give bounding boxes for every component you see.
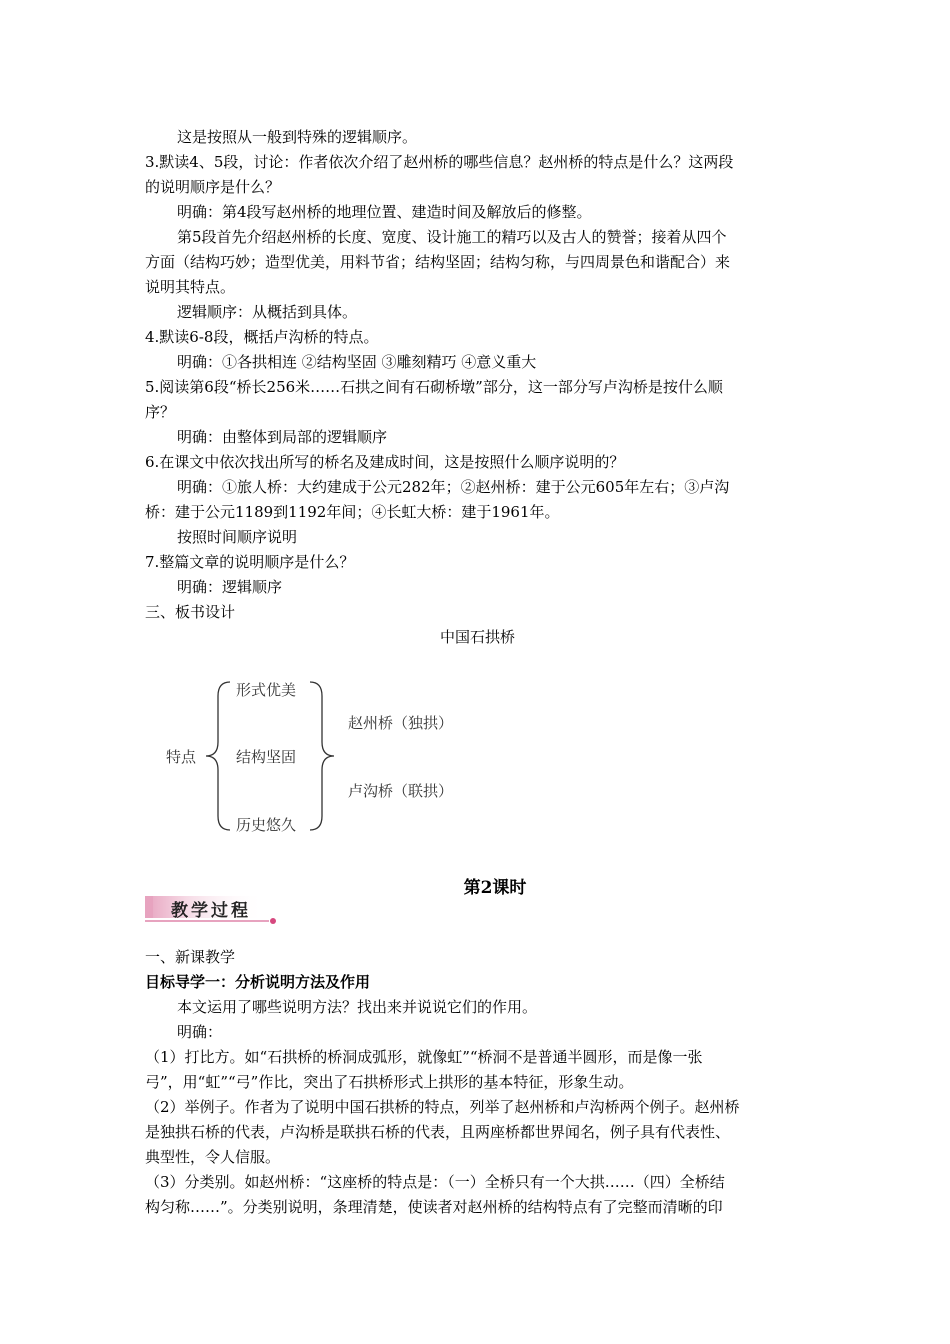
paragraph-line: 弓”，用“虹”“弓”作比，突出了石拱桥形式上拱形的基本特征，形象生动。 (145, 1073, 634, 1091)
answer-line: 明确：第4段写赵州桥的地理位置、建造时间及解放后的修整。 (177, 203, 592, 221)
paragraph-line: 序？ (145, 403, 176, 421)
bridge-item: 赵州桥（独拱） (348, 714, 454, 732)
answer-line: 明确：①各拱相连 ②结构坚固 ③雕刻精巧 ④意义重大 (177, 353, 537, 371)
question-line: 5.阅读第6段“桥长256米……石拱之间有石砌桥墩”部分，这一部分写卢沟桥是按什么顺 (145, 378, 723, 396)
brace-lines (160, 670, 480, 840)
paragraph-line: 第5段首先介绍赵州桥的长度、宽度、设计施工的精巧以及古人的赞誉；接着从四个 (177, 228, 727, 246)
paragraph-line: 构匀称……”。分类别说明，条理清楚，使读者对赵州桥的结构特点有了完整而清晰的印 (145, 1198, 723, 1216)
paragraph-line: 逻辑顺序：从概括到具体。 (177, 303, 358, 321)
left-brace (206, 682, 230, 830)
paragraph-line: 方面（结构巧妙；造型优美，用料节省；结构坚固；结构匀称，与四周景色和谐配合）来 (145, 253, 731, 271)
goal-heading: 目标导学一：分析说明方法及作用 (145, 973, 371, 991)
question-line: 本文运用了哪些说明方法？找出来并说说它们的作用。 (177, 998, 538, 1016)
paragraph-line: 按照时间顺序说明 (177, 528, 298, 546)
paragraph-line: 典型性，令人信服。 (145, 1148, 281, 1166)
board-title: 中国石拱桥 (439, 628, 515, 646)
paragraph-line: 这是按照从一般到特殊的逻辑顺序。 (177, 128, 418, 146)
section-heading: 三、板书设计 (145, 603, 236, 621)
answer-line: 明确：由整体到局部的逻辑顺序 (177, 428, 388, 446)
feature-item: 结构坚固 (236, 748, 297, 766)
paragraph-line: （1）打比方。如“石拱桥的桥洞成弧形，就像虹”“桥洞不是普通半圆形，而是像一张 (145, 1048, 703, 1066)
paragraph-line: 是独拱石桥的代表，卢沟桥是联拱石桥的代表，且两座桥都世界闻名，例子具有代表性、 (145, 1123, 731, 1141)
feature-item: 历史悠久 (236, 816, 297, 834)
diagram-root: 特点 (166, 748, 197, 766)
answer-line: 明确： (177, 1023, 223, 1041)
paragraph-line: 说明其特点。 (145, 278, 236, 296)
section-heading: 一、新课教学 (145, 948, 236, 966)
paragraph-line: （2）举例子。作者为了说明中国石拱桥的特点，列举了赵州桥和卢沟桥两个例子。赵州桥 (145, 1098, 740, 1116)
paragraph-line: 的说明顺序是什么？ (145, 178, 281, 196)
section-badge-label: 教学过程 (171, 901, 251, 921)
board-diagram (160, 670, 480, 840)
right-brace (310, 682, 334, 830)
question-line: 4.默读6-8段，概括卢沟桥的特点。 (145, 328, 379, 346)
paragraph-line: 桥：建于公元1189到1192年间；④长虹大桥：建于1961年。 (145, 503, 560, 521)
paragraph-line: （3）分类别。如赵州桥：“这座桥的特点是：（一）全桥只有一个大拱……（四）全桥结 (145, 1173, 725, 1191)
lesson-title: 第2课时 (463, 878, 527, 898)
question-line: 7.整篇文章的说明顺序是什么？ (145, 553, 355, 571)
answer-line: 明确：逻辑顺序 (177, 578, 283, 596)
feature-item: 形式优美 (236, 681, 297, 699)
answer-line: 明确：①旅人桥：大约建成于公元282年；②赵州桥：建于公元605年左右；③卢沟 (177, 478, 730, 496)
bridge-item: 卢沟桥（联拱） (348, 782, 454, 800)
question-line: 3.默读4、5段，讨论：作者依次介绍了赵州桥的哪些信息？赵州桥的特点是什么？这两段 (145, 153, 734, 171)
question-line: 6.在课文中依次找出所写的桥名及建成时间，这是按照什么顺序说明的？ (145, 453, 625, 471)
